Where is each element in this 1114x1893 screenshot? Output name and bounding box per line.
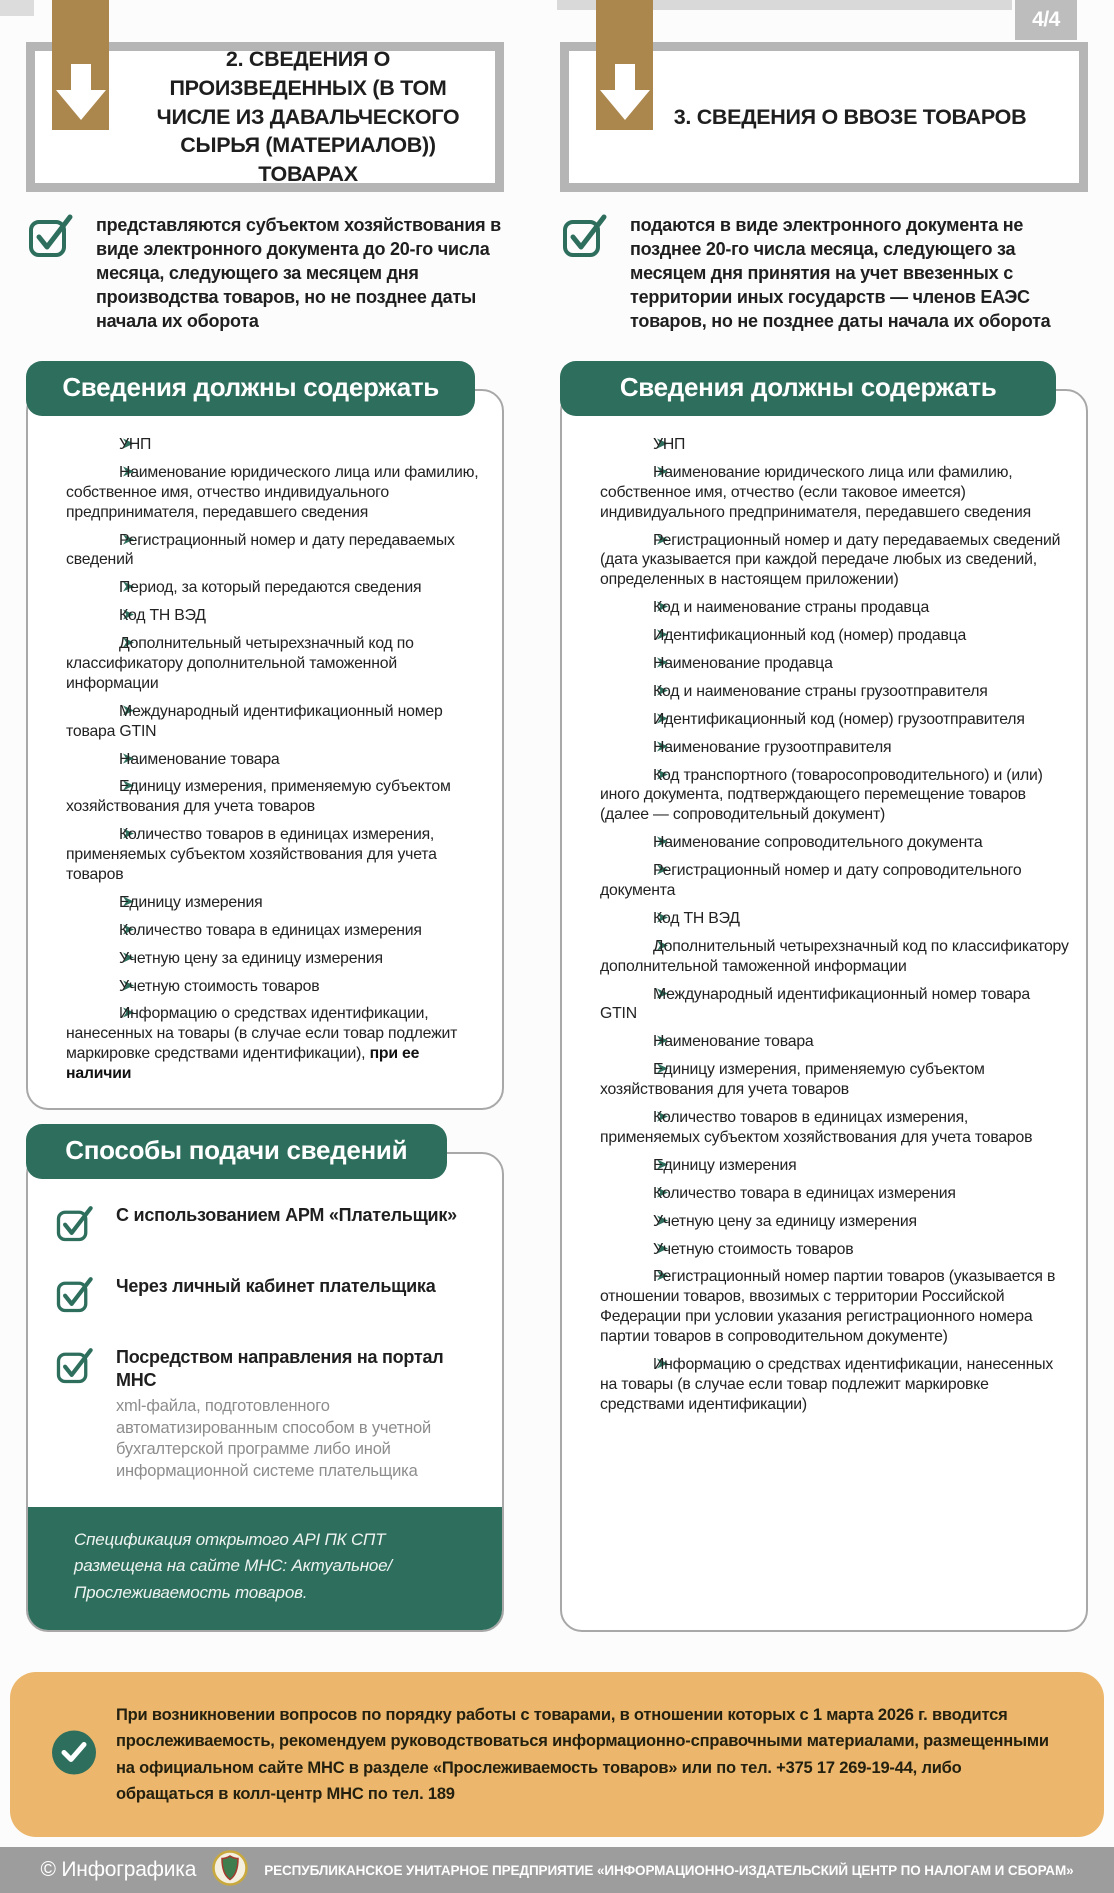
list-item-text: Международный идентификационный номер товара GTIN bbox=[600, 985, 1030, 1023]
list-item-text: Код и наименование страны продавца bbox=[653, 599, 930, 617]
methods-list bbox=[28, 1154, 502, 1507]
list-item bbox=[600, 738, 1070, 758]
list-item bbox=[600, 861, 1070, 901]
checkbox-check-icon bbox=[56, 1346, 94, 1389]
checkbox-check-icon bbox=[56, 1204, 94, 1247]
list-item-text: Международный идентификационный номер товара GTIN bbox=[66, 702, 443, 740]
bullet-arrow-icon bbox=[94, 777, 107, 788]
list-item-text: Единицу измерения bbox=[119, 893, 263, 911]
list-item-text: Информацию о средствах идентификации, нанесенных на товары (в случае если товар подлежит маркировке средствами идентификации) bbox=[600, 1355, 1054, 1413]
help-note-text: При возникновении вопросов по порядку работы с товарами, в отношении которых с 1 марта 2026 г. вводится прослеживаемость, рекомендуем руководствоваться информационно-справочными материалами, размещенными на официальном сайте МНС в разделе «Прослеживаемость товаров» или по тел. +375 17 269-19-44, либо обращаться в колл-центр МНС по тел. 189 bbox=[116, 1705, 1049, 1804]
list-item bbox=[600, 654, 1070, 674]
bullet-arrow-icon bbox=[628, 909, 641, 920]
requirements-list bbox=[66, 435, 486, 1084]
list-item bbox=[600, 909, 1070, 929]
bullet-arrow-icon bbox=[628, 937, 641, 948]
list-item bbox=[66, 634, 486, 694]
list-item bbox=[600, 1060, 1070, 1100]
down-arrow-ribbon-left bbox=[52, 0, 109, 130]
list-item bbox=[66, 435, 486, 455]
bullet-arrow-icon bbox=[628, 738, 641, 749]
list-item bbox=[66, 921, 486, 941]
bullet-arrow-icon bbox=[628, 1032, 641, 1043]
submission-methods-section bbox=[26, 1124, 504, 1632]
list-item-text: Учетную стоимость товаров bbox=[119, 977, 320, 995]
submission-method-item bbox=[56, 1275, 480, 1318]
list-item-bold-text: при ее наличии bbox=[66, 1045, 420, 1083]
bullet-arrow-icon bbox=[628, 626, 641, 637]
list-item-text: Единицу измерения bbox=[653, 1156, 797, 1174]
checkbox-check-icon bbox=[56, 1275, 94, 1318]
bullet-arrow-icon bbox=[94, 531, 107, 542]
bullet-arrow-icon bbox=[628, 1156, 641, 1167]
list-item bbox=[66, 606, 486, 626]
list-item-text: Период, за который передаются сведения bbox=[119, 579, 422, 597]
list-item-text: Наименование юридического лица или фамилию, собственное имя, отчество (если таковое имеется) индивидуального предпринимателя, передавшего сведения bbox=[600, 463, 1032, 521]
list-item-text: Наименование юридического лица или фамилию, собственное имя, отчество индивидуального предпринимателя, передавшего сведения bbox=[66, 463, 479, 521]
list-item bbox=[66, 1004, 486, 1084]
list-item-text: Единицу измерения, применяемую субъектом хозяйствования для учета товаров bbox=[66, 778, 451, 816]
methods-header: Способы подачи сведений bbox=[26, 1124, 447, 1179]
list-item-text: Код ТН ВЭД bbox=[119, 607, 206, 625]
bullet-arrow-icon bbox=[628, 766, 641, 777]
bullet-arrow-icon bbox=[94, 921, 107, 932]
list-item-text: Учетную цену за единицу измерения bbox=[653, 1212, 917, 1230]
copyright-label: © Инфографика bbox=[40, 1858, 197, 1882]
list-item-text: Количество товаров в единицах измерения, применяемых субъектом хозяйствования для учета товаров bbox=[66, 826, 437, 884]
list-item bbox=[66, 578, 486, 598]
list-item-text: Регистрационный номер и дату сопроводительного документа bbox=[600, 862, 1022, 900]
publisher-bar bbox=[0, 1847, 1114, 1893]
list-item bbox=[600, 598, 1070, 618]
list-item-text: УНП bbox=[119, 436, 152, 453]
list-item bbox=[66, 949, 486, 969]
list-item bbox=[600, 1184, 1070, 1204]
list-item bbox=[600, 833, 1070, 853]
bullet-arrow-icon bbox=[94, 949, 107, 960]
list-item-text: Наименование товара bbox=[119, 750, 280, 768]
list-item bbox=[600, 1032, 1070, 1052]
bullet-arrow-icon bbox=[628, 861, 641, 872]
list-item-text: Количество товаров в единицах измерения, применяемых субъектом хозяйствования для учета товаров bbox=[600, 1109, 1033, 1146]
publisher-emblem-logo bbox=[212, 1850, 248, 1891]
list-item-text: Единицу измерения, применяемую субъектом хозяйствования для учета товаров bbox=[600, 1061, 985, 1099]
bullet-arrow-icon bbox=[628, 435, 641, 446]
list-item-text: Информацию о средствах идентификации, нанесенных на товары (в случае если товар подлежит маркировке средствами идентификации), bbox=[66, 1005, 458, 1063]
help-note-band bbox=[10, 1672, 1104, 1838]
api-note: Спецификация открытого API ПК СПТ размещена на сайте МНС: Актуальное/Прослеживаемость товаров. bbox=[28, 1507, 502, 1630]
list-item-text: Дополнительный четырехзначный код по классификатору дополнительной таможенной информации bbox=[600, 937, 1069, 975]
list-item-text: Код ТН ВЭД bbox=[653, 909, 740, 927]
section-title: 3. СВЕДЕНИЯ О ВВОЗЕ ТОВАРОВ bbox=[673, 104, 1027, 129]
list-item-text: Наименование грузоотправителя bbox=[653, 738, 892, 756]
list-item bbox=[66, 893, 486, 913]
down-arrow-icon bbox=[600, 64, 650, 122]
bullet-arrow-icon bbox=[94, 750, 107, 761]
list-item-text: Учетную стоимость товаров bbox=[653, 1240, 854, 1258]
list-item bbox=[66, 702, 486, 742]
bullet-arrow-icon bbox=[628, 1184, 641, 1195]
list-item-text: Наименование товара bbox=[653, 1033, 814, 1051]
bullet-arrow-icon bbox=[94, 825, 107, 836]
list-item bbox=[66, 750, 486, 770]
list-item bbox=[66, 825, 486, 885]
list-item-text: Количество товара в единицах измерения bbox=[119, 921, 422, 939]
bullet-arrow-icon bbox=[94, 435, 107, 446]
bullet-arrow-icon bbox=[628, 531, 641, 542]
list-item-text: Регистрационный номер и дату передаваемых сведений (дата указывается при каждой передаче любых из сведений, определенных в настоящем приложении) bbox=[600, 531, 1061, 589]
bullet-arrow-icon bbox=[628, 833, 641, 844]
bullet-arrow-icon bbox=[94, 578, 107, 589]
list-item-text: Наименование сопроводительного документа bbox=[653, 834, 983, 852]
list-item bbox=[66, 977, 486, 997]
down-arrow-icon bbox=[56, 64, 106, 122]
intro-block bbox=[28, 212, 504, 347]
checkbox-check-icon bbox=[562, 212, 608, 347]
list-item bbox=[600, 1355, 1070, 1415]
list-item bbox=[600, 463, 1070, 523]
list-item bbox=[600, 1212, 1070, 1232]
bullet-arrow-icon bbox=[94, 463, 107, 474]
list-header: Сведения должны содержать bbox=[26, 361, 475, 416]
method-label: С использованием АРМ «Плательщик» bbox=[116, 1205, 457, 1226]
bullet-arrow-icon bbox=[628, 1240, 641, 1251]
submission-method-item bbox=[56, 1204, 480, 1247]
bullet-arrow-icon bbox=[628, 1060, 641, 1071]
list-item bbox=[600, 1240, 1070, 1260]
bullet-arrow-icon bbox=[94, 1004, 107, 1015]
list-item bbox=[600, 710, 1070, 730]
section-title: 2. СВЕДЕНИЯ О ПРОИЗВЕДЕННЫХ (В ТОМ ЧИСЛЕ ИЗ ДАВАЛЬЧЕСКОГО СЫРЬЯ (МАТЕРИАЛОВ)) ТОВАРАХ bbox=[156, 47, 460, 187]
list-item-text: Регистрационный номер и дату передаваемых сведений bbox=[66, 531, 455, 569]
bullet-arrow-icon bbox=[94, 977, 107, 988]
check-circle-icon bbox=[52, 1730, 96, 1779]
list-header: Сведения должны содержать bbox=[560, 361, 1056, 416]
bullet-arrow-icon bbox=[628, 463, 641, 474]
down-arrow-ribbon-right bbox=[596, 0, 653, 130]
bullet-arrow-icon bbox=[628, 682, 641, 693]
list-item bbox=[600, 1156, 1070, 1176]
must-contain-section bbox=[560, 361, 1088, 1632]
requirements-list bbox=[600, 435, 1070, 1415]
method-label: Посредством направления на портал МНС bbox=[116, 1347, 444, 1391]
bullet-arrow-icon bbox=[628, 654, 641, 665]
list-item bbox=[600, 435, 1070, 455]
list-item-text: Регистрационный номер партии товаров (указывается в отношении товаров, ввозимых с территории Российской Федерации при условии указания регистрационного номера партии товаров в сопроводительном документе) bbox=[600, 1268, 1056, 1346]
list-item bbox=[66, 463, 486, 523]
list-item-text: УНП bbox=[653, 436, 686, 453]
list-item bbox=[600, 1108, 1070, 1148]
list-item bbox=[600, 682, 1070, 702]
bullet-arrow-icon bbox=[94, 634, 107, 645]
list-item-text: Код и наименование страны грузоотправителя bbox=[653, 682, 988, 700]
column-imported-goods bbox=[560, 0, 1088, 1632]
list-item bbox=[66, 777, 486, 817]
bullet-arrow-icon bbox=[94, 606, 107, 617]
list-card bbox=[560, 389, 1088, 1632]
bullet-arrow-icon bbox=[628, 598, 641, 609]
list-item-text: Дополнительный четырехзначный код по классификатору дополнительной таможенной информации bbox=[66, 635, 414, 692]
intro-block bbox=[562, 212, 1088, 347]
submission-method-item bbox=[56, 1346, 480, 1483]
bullet-arrow-icon bbox=[628, 1108, 641, 1119]
column-produced-goods bbox=[26, 0, 504, 1632]
bullet-arrow-icon bbox=[628, 1267, 641, 1278]
publisher-name: РЕСПУБЛИКАНСКОЕ УНИТАРНОЕ ПРЕДПРИЯТИЕ «ИНФОРМАЦИОННО-ИЗДАТЕЛЬСКИЙ ЦЕНТР ПО НАЛОГАМ И СБОРАМ» bbox=[264, 1862, 1074, 1878]
checkbox-check-icon bbox=[28, 212, 74, 347]
methods-card bbox=[26, 1152, 504, 1632]
list-item bbox=[600, 937, 1070, 977]
intro-text: подаются в виде электронного документа не позднее 20-го числа месяца, следующего за месяцем дня принятия на учет ввезенных с территории иных государств — членов ЕАЭС товаров, но не позднее даты начала их оборота bbox=[630, 215, 1051, 331]
list-item bbox=[600, 626, 1070, 646]
list-item-text: Учетную цену за единицу измерения bbox=[119, 949, 383, 967]
must-contain-section bbox=[26, 361, 504, 1110]
list-item bbox=[66, 531, 486, 571]
list-item bbox=[600, 531, 1070, 591]
list-item bbox=[600, 766, 1070, 826]
bullet-arrow-icon bbox=[94, 893, 107, 904]
page-number-badge: 4/4 bbox=[1015, 0, 1077, 40]
list-item bbox=[600, 1267, 1070, 1347]
list-item-text: Идентификационный код (номер) грузоотправителя bbox=[653, 710, 1025, 728]
list-item-text: Количество товара в единицах измерения bbox=[653, 1184, 956, 1202]
bullet-arrow-icon bbox=[628, 985, 641, 996]
bullet-arrow-icon bbox=[628, 710, 641, 721]
list-item-text: Наименование продавца bbox=[653, 655, 833, 673]
list-card bbox=[26, 389, 504, 1110]
bullet-arrow-icon bbox=[94, 702, 107, 713]
list-item-text: Идентификационный код (номер) продавца bbox=[653, 627, 967, 645]
intro-text: представляются субъектом хозяйствования в виде электронного документа до 20-го числа месяца, следующего за месяцем дня производства товаров, но не позднее даты начала их оборота bbox=[96, 215, 501, 331]
bullet-arrow-icon bbox=[628, 1355, 641, 1366]
method-sub-text: xml-файла, подготовленного автоматизированным способом в учетной бухгалтерской программе либо иной информационной системе плательщика bbox=[116, 1396, 431, 1481]
method-label: Через личный кабинет плательщика bbox=[116, 1276, 436, 1297]
list-item-text: Код транспортного (товаросопроводительного) и (или) иного документа, подтверждающего перемещение товаров (далее — сопроводительный документ) bbox=[600, 766, 1043, 824]
list-item bbox=[600, 985, 1070, 1025]
bullet-arrow-icon bbox=[628, 1212, 641, 1223]
